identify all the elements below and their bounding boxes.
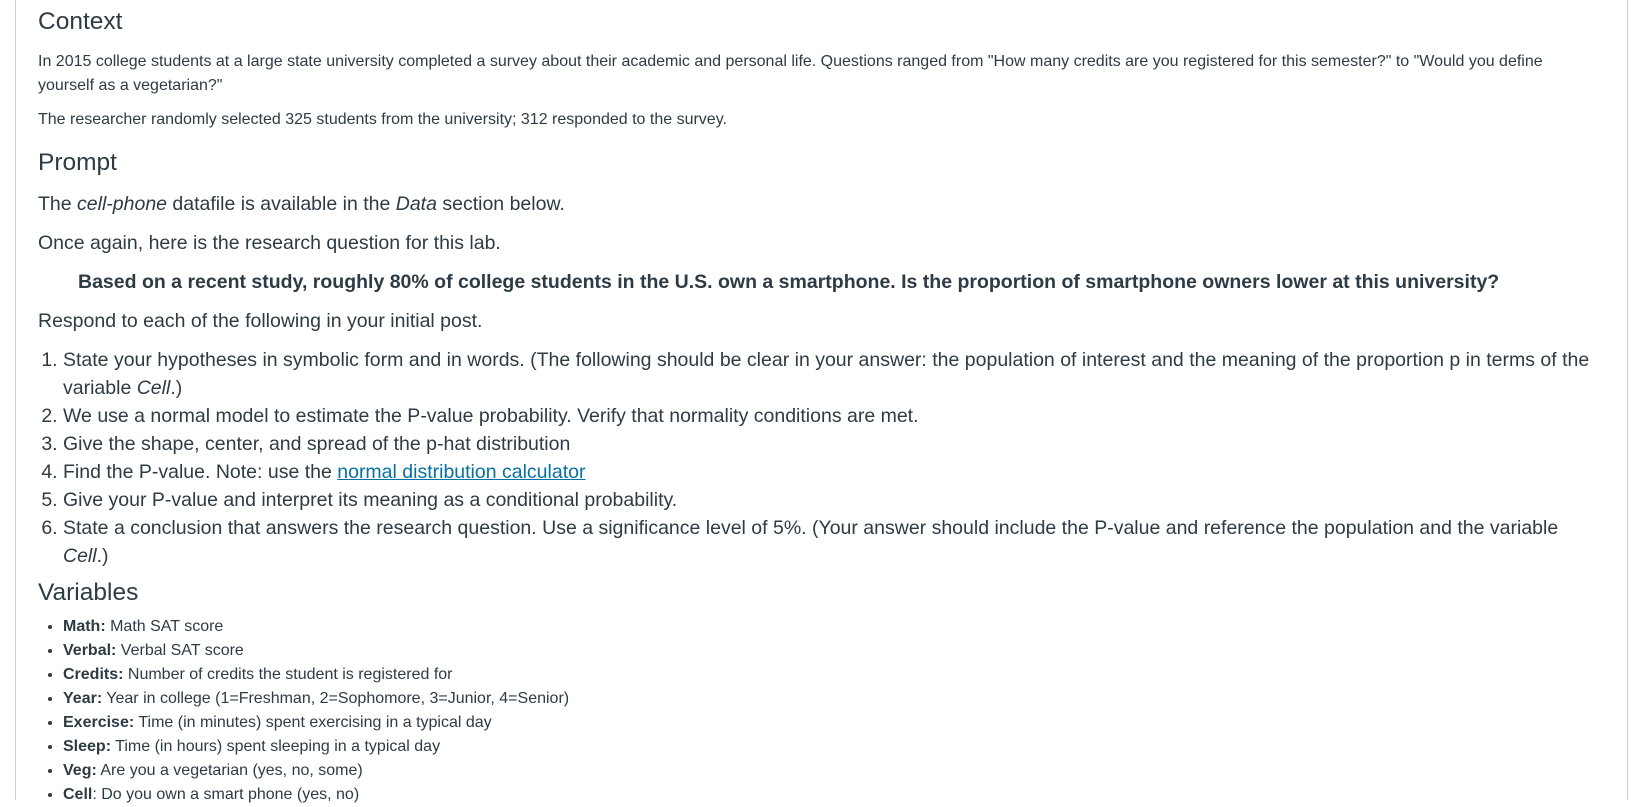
context-paragraph-2: The researcher randomly selected 325 students from the university; 312 responded to the survey. [38,111,727,129]
task-6-end: .) [96,544,109,567]
task-item-3: 3. Give the shape, center, and spread of the p-hat distribution [63,430,1603,458]
variable-name: Credits: [63,666,124,684]
datafile-name: cell-phone [77,192,168,215]
variable-name: Year: [63,690,103,708]
research-question: Based on a recent study, roughly 80% of college students in the U.S. own a smartphone. Is the proportion of smartphone owners lower at this university? [78,270,1500,293]
variable-item-credits [63,663,1603,687]
page-content [38,0,1603,807]
datafile-pre: The [38,192,78,215]
task-4-text: Find the P-value. Note: use the [63,460,338,483]
variable-desc: Math SAT score [105,618,224,636]
task-list [38,346,1603,570]
research-intro: Once again, here is the research question for this lab. [38,231,501,254]
variable-name: Cell [63,786,93,804]
context-heading: Context [38,8,123,35]
variable-item-exercise [63,711,1603,735]
task-item-4 [63,458,1603,486]
task-item-5: 5. Give your P-value and interpret its meaning as a conditional probability. [63,486,1603,514]
task-1-end: .) [170,376,183,399]
variable-name: Math: [63,618,106,636]
task-item-2: 2. We use a normal model to estimate the P-value probability. Verify that normality conditions are met. [63,402,1603,430]
variable-item-year [63,687,1603,711]
task-6-variable: Cell [63,544,97,567]
task-1-text: State your hypotheses in symbolic form and in words. (The following should be clear in your answer: the population of interest and the meaning of the proportion p in terms of the variable [63,348,1590,399]
datafile-post: section below. [436,192,565,215]
variable-name: Verbal: [63,642,117,660]
task-6-text: State a conclusion that answers the research question. Use a significance level of 5%. (Your answer should include the P-value and reference the population and the variable [63,516,1559,539]
variable-item-cell [63,783,1603,807]
task-item-1 [63,346,1603,402]
variable-item-math [63,615,1603,639]
variable-name: Exercise: [63,714,135,732]
respond-instruction: Respond to each of the following in your initial post. [38,309,483,332]
variable-item-veg [63,759,1603,783]
prompt-heading: Prompt [38,149,117,177]
datafile-section: Data [395,192,437,215]
variable-desc: Time (in hours) spent sleeping in a typical day [111,738,441,756]
variable-name: Veg: [63,762,97,780]
datafile-sentence [38,191,1603,217]
variables-list [38,615,1603,807]
variable-desc: Verbal SAT score [116,642,244,660]
variable-desc: Time (in minutes) spent exercising in a typical day [134,714,492,732]
normal-distribution-calculator-link[interactable]: normal distribution calculator [337,460,586,483]
variable-desc: Number of credits the student is registered for [123,666,453,684]
task-1-variable: Cell [136,376,171,399]
variable-desc: Year in college (1=Freshman, 2=Sophomore, 3=Junior, 4=Senior) [102,690,570,708]
variable-desc: : Do you own a smart phone (yes, no) [92,786,360,804]
variable-item-verbal [63,639,1603,663]
variable-desc: Are you a vegetarian (yes, no, some) [96,762,363,780]
variable-name: Sleep: [63,738,112,756]
task-item-6 [63,514,1603,570]
variables-heading: Variables [38,578,139,606]
variable-item-sleep [63,735,1603,759]
datafile-mid: datafile is available in the [167,192,396,215]
context-paragraph-1: In 2015 college students at a large state university completed a survey about their academic and personal life. Questions ranged from "How many credits are you registered for this semester?" to "Would you define yourself as a vegetarian?" [38,53,1543,95]
